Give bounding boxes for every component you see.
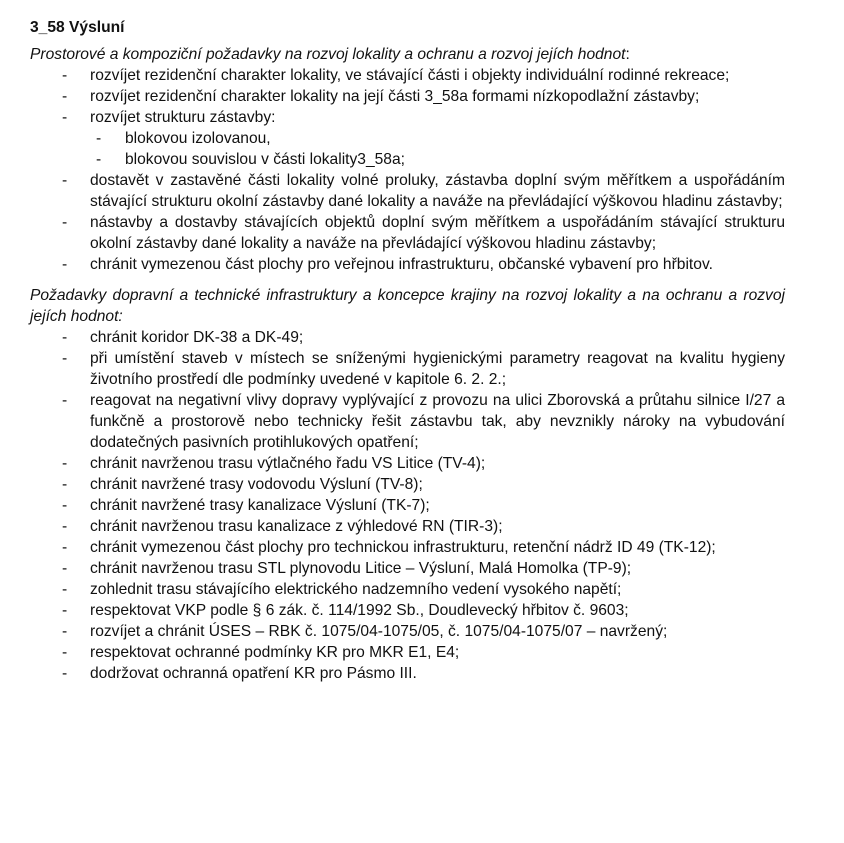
list-item-text: chránit navrženou trasu STL plynovodu Litice – Výsluní, Malá Homolka (TP-9); <box>90 560 632 577</box>
list-item <box>30 516 785 537</box>
list-item-text: respektovat VKP podle § 6 zák. č. 114/1992 Sb., Doudlevecký hřbitov č. 9603; <box>90 602 629 619</box>
list-item-text: chránit koridor DK-38 a DK-49; <box>90 329 304 346</box>
sub-list-item-text: blokovou souvislou v části lokality3_58a; <box>125 151 405 168</box>
bullet-dash-icon: - <box>62 560 68 577</box>
list-item <box>30 495 785 516</box>
list-item <box>30 348 785 390</box>
list-item <box>30 170 785 212</box>
bullet-dash-icon: - <box>62 518 68 535</box>
list-item <box>30 65 785 86</box>
list-item-text: dostavět v zastavěné části lokality volné proluky, zástavba doplní svým měřítkem a uspořádáním stávající strukturu okolní zástavby dané lokality a naváže na převládající výškovou hladinu zástavby; <box>90 172 785 210</box>
list-item-text: nástavby a dostavby stávajících objektů doplní svým měřítkem a uspořádáním stávající strukturu okolní zástavby dané lokality a naváže na převládající výškovou hladinu zástavby; <box>90 214 785 252</box>
bullet-dash-icon: - <box>62 88 68 105</box>
sub-list-item <box>90 149 785 170</box>
bullet-dash-icon: - <box>62 539 68 556</box>
list-item-text: rozvíjet strukturu zástavby: <box>90 109 276 126</box>
section-heading-colon: : <box>625 46 630 63</box>
sub-list-item <box>90 128 785 149</box>
bullet-dash-icon: - <box>62 497 68 514</box>
list-item <box>30 390 785 453</box>
list-item <box>30 579 785 600</box>
list-item-text: chránit vymezenou část plochy pro technickou infrastrukturu, retenční nádrž ID 49 (TK-12); <box>90 539 716 556</box>
bullet-dash-icon: - <box>62 109 68 126</box>
list-item <box>30 254 785 275</box>
list-item <box>30 621 785 642</box>
list-item-text: chránit navržené trasy vodovodu Výsluní (TV-8); <box>90 476 423 493</box>
list-item <box>30 107 785 170</box>
bullet-dash-icon: - <box>62 455 68 472</box>
list-item <box>30 86 785 107</box>
list-item <box>30 453 785 474</box>
list-item-text: chránit navrženou trasu výtlačného řadu VS Litice (TV-4); <box>90 455 486 472</box>
list-item-text: respektovat ochranné podmínky KR pro MKR E1, E4; <box>90 644 460 661</box>
list-item-text: dodržovat ochranná opatření KR pro Pásmo III. <box>90 665 417 682</box>
bullet-dash-icon: - <box>62 665 68 682</box>
list-item-text: zohlednit trasu stávajícího elektrického nadzemního vedení vysokého napětí; <box>90 581 622 598</box>
sub-list-item-text: blokovou izolovanou, <box>125 130 271 147</box>
bullet-dash-icon: - <box>62 602 68 619</box>
list-item <box>30 212 785 254</box>
bullet-dash-icon: - <box>62 581 68 598</box>
infrastructure-requirements-list <box>30 327 785 684</box>
section-heading-spatial-requirements <box>30 44 785 65</box>
list-item <box>30 642 785 663</box>
list-item-text: rozvíjet a chránit ÚSES – RBK č. 1075/04-1075/05, č. 1075/04-1075/07 – navržený; <box>90 623 668 640</box>
list-item-text: rozvíjet rezidenční charakter lokality, ve stávající části i objekty individuální rodinné rekreace; <box>90 67 730 84</box>
list-item <box>30 558 785 579</box>
list-item <box>30 537 785 558</box>
section-heading-infrastructure-requirements: Požadavky dopravní a technické infrastruktury a koncepce krajiny na rozvoj lokality a na ochranu a rozvoj jejích hodnot: <box>30 287 785 325</box>
list-item-text: reagovat na negativní vlivy dopravy vyplývající z provozu na ulici Zborovská a průtahu silnice I/27 a funkčně a prostorově nebo technicky řešit zástavbu tak, aby nevznikly nároky na vybudování dodatečných pasivních protihlukových opatření; <box>90 392 785 451</box>
list-item <box>30 600 785 621</box>
bullet-dash-icon: - <box>62 172 68 189</box>
section-heading-text: Prostorové a kompoziční požadavky na rozvoj lokality a ochranu a rozvoj jejích hodnot <box>30 46 626 63</box>
bullet-dash-icon: - <box>62 329 68 346</box>
bullet-dash-icon: - <box>62 476 68 493</box>
bullet-dash-icon: - <box>62 623 68 640</box>
list-item-text: chránit navržené trasy kanalizace Výsluní (TK-7); <box>90 497 430 514</box>
list-item <box>30 327 785 348</box>
spatial-requirements-list <box>30 65 785 275</box>
document-title: 3_58 Výsluní <box>30 19 125 36</box>
bullet-dash-icon: - <box>62 256 68 273</box>
bullet-dash-icon: - <box>62 214 68 231</box>
bullet-dash-icon: - <box>96 151 102 168</box>
bullet-dash-icon: - <box>62 392 68 409</box>
list-item-text: při umístění staveb v místech se sníženými hygienickými parametry reagovat na kvalitu hygieny životního prostředí dle podmínky uvedené v kapitole 6. 2. 2.; <box>90 350 785 388</box>
list-item-text: chránit vymezenou část plochy pro veřejnou infrastrukturu, občanské vybavení pro hřbitov. <box>90 256 713 273</box>
list-item <box>30 474 785 495</box>
sub-list <box>90 128 785 170</box>
list-item-text: chránit navrženou trasu kanalizace z výhledové RN (TIR-3); <box>90 518 503 535</box>
bullet-dash-icon: - <box>62 350 68 367</box>
list-item-text: rozvíjet rezidenční charakter lokality na její části 3_58a formami nízkopodlažní zástavby; <box>90 88 700 105</box>
bullet-dash-icon: - <box>62 67 68 84</box>
bullet-dash-icon: - <box>96 130 102 147</box>
list-item <box>30 663 785 684</box>
bullet-dash-icon: - <box>62 644 68 661</box>
